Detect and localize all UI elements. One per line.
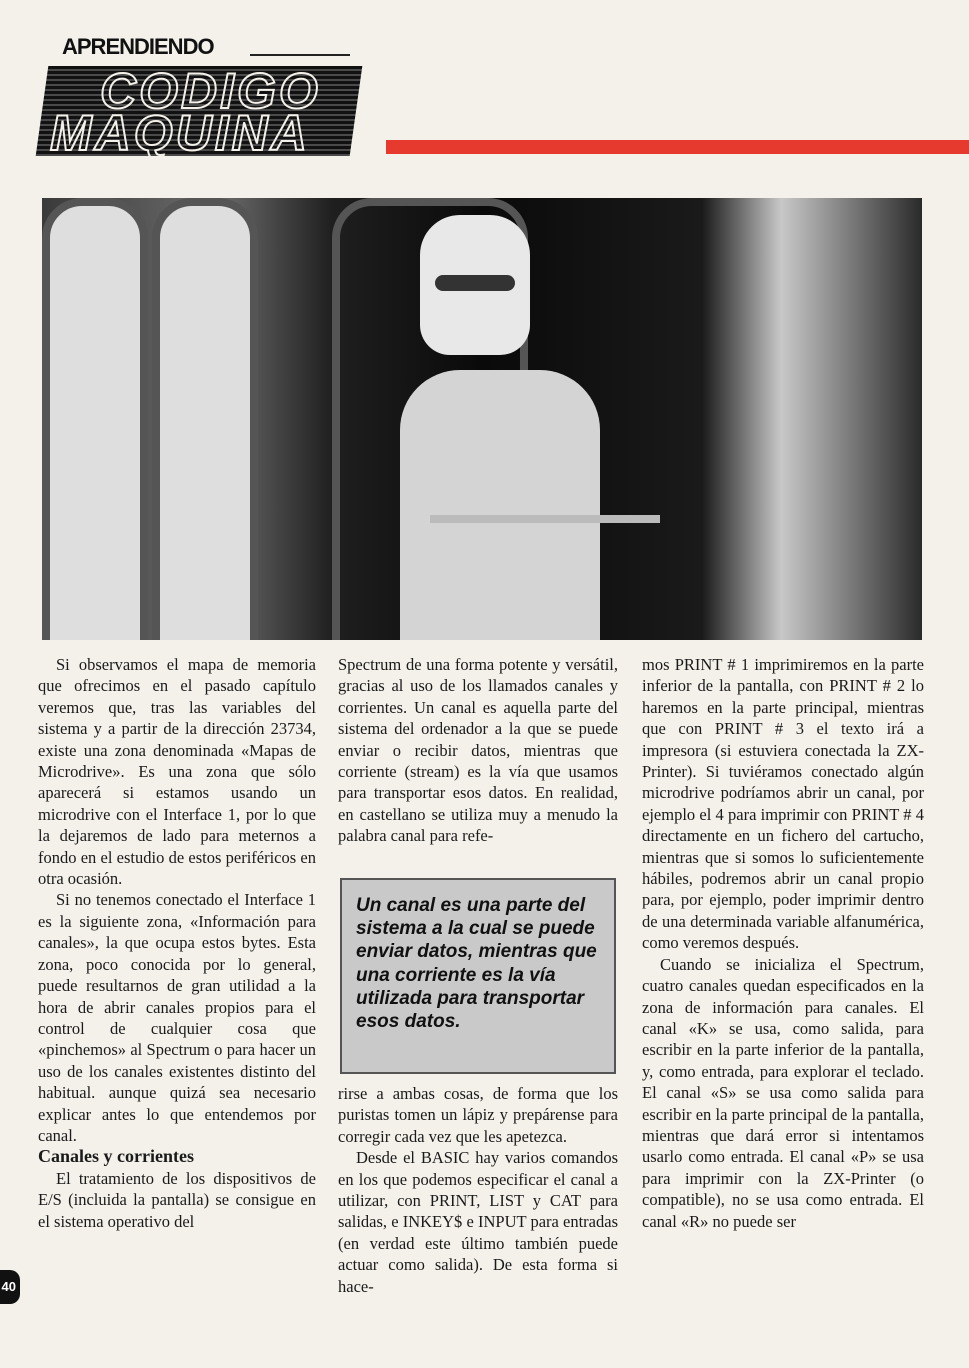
kicker-rule — [250, 54, 350, 56]
paragraph: mos PRINT # 1 imprimiremos en la parte inferior de la pantalla, con PRINT # 2 lo haremos en la parte principal, mientras que con PRINT # 3 el texto irá a impresora (si estuviera conectada la ZX-Printer). Si tuviéramos conectado algún microdrive podríamos abrir un canal, por ejemplo el 4 para imprimir con PRINT # 4 directamente en un fichero del cartucho, mientras que si somos lo suficientemente hábiles, podremos abrir un canal propio para, por ejemplo, poder imprimir dentro de una determinada variable alfanumérica, como veremos después. — [642, 655, 924, 953]
robot-tray — [430, 515, 660, 523]
page-number: 40 — [0, 1270, 20, 1304]
door-left — [42, 198, 148, 640]
pull-quote: Un canal es una parte del sistema a la cual se puede enviar datos, mientras que una corriente es la vía utilizada para transportar esos datos. — [340, 878, 616, 1074]
paragraph: El tratamiento de los dispositivos de E/S (incluida la pantalla) se consigue en el sistema operativo del — [38, 1168, 316, 1231]
logo-line-1: CODIGO — [100, 63, 321, 119]
robot-visor — [435, 275, 515, 291]
paragraph: rirse a ambas cosas, de forma que los puristas tomen un lápiz y prepárense para corregir cada vez que les apetezca. — [338, 1084, 618, 1146]
section-heading: Canales y corrientes — [38, 1146, 194, 1167]
door-center — [152, 198, 258, 640]
paragraph: Si no tenemos conectado el Interface 1 es la siguiente zona, «Información para canales», la que ocupa estos bytes. Esta zona, poco conocida por lo general, puede resultarnos de gran utilidad a la hora de abrir canales propios para el control de cualquier cosa que «pinchemos» al Spectrum o para hacer un uso de los canales existentes distinto del habitual. aunque quizá sea necesario explicar antes lo que entendemos por canal. — [38, 890, 316, 1145]
red-accent-bar — [386, 140, 969, 154]
paragraph: Cuando se inicializa el Spectrum, cuatro canales quedan especificados en la zona de información para canales. El canal «K» se usa, como salida, para escribir en la parte inferior de la pantalla, y, como entrada, para explorar el teclado. El canal «S» se usa como salida para escribir en la parte principal de la pantalla, mientras que dará error si intentamos usarlo como entrada. El canal «P» se usa para imprimir con la ZX-Printer (o compatible), no se usa como entrada. El canal «R» no puede ser — [642, 954, 924, 1231]
column-3 — [642, 654, 924, 1232]
kicker-title: APRENDIENDO — [62, 34, 214, 59]
column-2-bottom — [338, 1083, 618, 1297]
robot-body — [400, 370, 600, 640]
paragraph: Si observamos el mapa de memoria que ofrecimos en el pasado capítulo veremos que, tras las variables del sistema y a partir de la dirección 23734, existe una zona denominada «Mapas de Microdrive». Es una zona que sólo aparecerá si estamos usando un microdrive con el Interface 1, por lo que la dejaremos de lado para meternos a fondo en el estudio de estos periféricos en otra ocasión. — [38, 655, 316, 889]
logo-line-2: MAQUINA — [50, 105, 310, 161]
column-1 — [38, 654, 316, 1232]
paragraph: Spectrum de una forma potente y versátil, gracias al uso de los llamados canales y corrientes. Un canal es aquella parte del sistema del ordenador a la que se puede enviar o recibir datos, mientras que corriente (stream) es la vía que usamos para transportar esos datos. En realidad, en castellano se utiliza muy a menudo la palabra canal para refe- — [338, 655, 618, 846]
column-2-top — [338, 654, 618, 847]
paragraph: Desde el BASIC hay varios comandos en los que podemos especificar el canal a utilizar, con PRINT, LIST y CAT para salidas, e INKEY$ e INPUT para entradas (en verdad este último también puede actuar como salida). De esta forma si hace- — [338, 1148, 618, 1296]
